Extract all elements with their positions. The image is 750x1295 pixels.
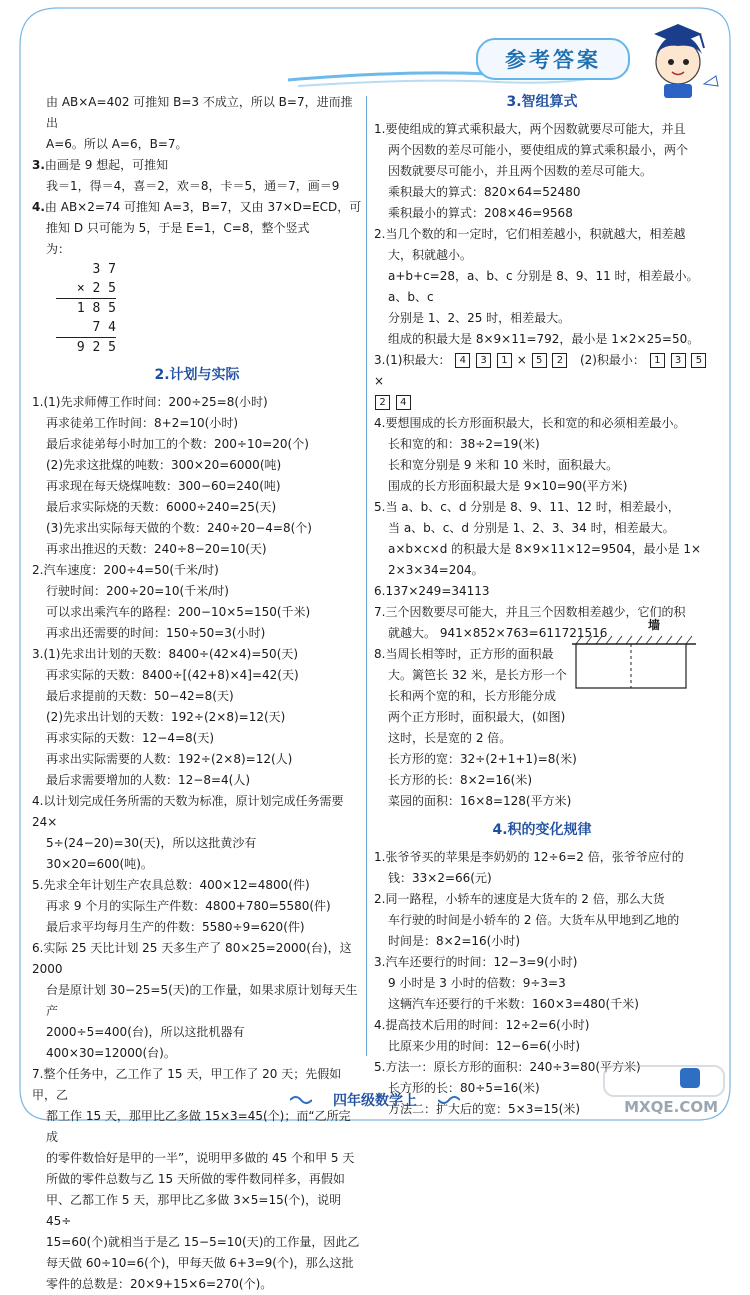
section-4-line: 比原来少用的时间：12−6=6(小时) [388,1039,581,1053]
q3-text: 由画是 9 想起，可推知 [44,158,169,172]
section-2-line: 1.(1)先求师傅工作时间：200÷25=8(小时) [32,395,268,409]
vertical-row: 7 4 [92,320,116,335]
section-3-line: 长和两个宽的和，长方形能分成 [388,689,557,703]
section-2-line: 再求 9 个月的实际生产件数：4800+780=5580(件) [46,899,331,913]
section-2-line: 2.汽车速度：200÷4=50(千米/时) [32,563,219,577]
vertical-row: 3 7 [92,262,116,277]
section-2-line: 2000÷5=400(台)，所以这批机器有 400×30=12000(台)。 [46,1025,245,1060]
section-3-line: 8.当周长相等时，正方形的面积最 [374,647,554,661]
section-2-line: 甲、乙都工作 5 天，那甲比乙多做 3×5=15(个)，说明 45÷ [46,1193,342,1228]
times-sign: × [374,374,385,388]
section-2-line: 的零件数恰好是甲的一半”，说明甲多做的 45 个和甲 5 天 [46,1151,355,1165]
section-3-line: 因数就要尽可能小，并且两个因数的差尽可能大。 [388,164,653,178]
section-3-line: 6.137×249=34113 [374,584,490,598]
times-sign: × [516,353,527,367]
section-2-line: 5÷(24−20)=30(天)，所以这批黄沙有 30×20=600(吨)。 [46,836,257,871]
s3-q3-mid: (2)积最小： [579,353,645,367]
section-4-line: 钱：33×2=66(元) [388,871,492,885]
mascot-student-icon [634,14,722,102]
vertical-row: 1 8 5 [76,301,116,316]
digit-box: 1 [497,353,512,368]
section-2-line: 最后求徒弟每小时加工的个数：200÷10=20(个) [46,437,309,451]
vertical-row: × 2 5 [76,281,116,296]
digit-box: 1 [650,353,665,368]
section-4-title: 4.积的变化规律 [492,822,592,838]
section-2-line: 行驶时间：200÷20=10(千米/时) [46,584,229,598]
section-4-line: 3.汽车还要行的时间：12−3=9(小时) [374,955,578,969]
watermark-text: MXQE.COM [624,1098,718,1116]
section-2-line: 零件的总数是：20×9+15×6=270(个)。 [46,1277,273,1291]
section-3-title: 3.智组算式 [506,94,578,110]
section-3-line: 乘积最小的算式：208×46=9568 [388,206,573,220]
fence-wall-diagram [570,632,700,692]
footer-label: 四年级数学上 [333,1093,417,1109]
section-3-line: 长和宽的和：38÷2=19(米) [388,437,540,451]
section-3-body-2 [374,413,710,812]
section-3-line: 就越大。 941×852×763=611721516 [388,626,608,640]
section-2-line: 最后求平均每月生产的件数：5580÷9=620(件) [46,920,305,934]
section-2-line: 可以求出乘汽车的路程：200−10×5=150(千米) [46,605,311,619]
section-3-line: 当 a、b、c、d 分别是 1、2、3、34 时，相差最大。 [388,521,675,535]
section-3-line: 1.要使组成的算式乘积最大，两个因数就要尽可能大，并且 [374,122,686,136]
section-3-line: 两个正方形时，面积最大，(如图) [388,710,566,724]
section-4-line: 这辆汽车还要行的千米数：160×3=480(千米) [388,997,639,1011]
section-3-line: 长和宽分别是 9 米和 10 米时，面积最大。 [388,458,619,472]
section-2-body [32,392,362,1295]
section-4-line: 2.同一路程，小轿车的速度是大货车的 2 倍，那么大货 [374,892,665,906]
section-3-line: a×b×c×d 的积最大是 8×9×11×12=9504，最小是 1× [388,542,702,556]
section-4-line: 4.提高技术后用的时间：12÷2=6(小时) [374,1018,590,1032]
section-3-line: a+b+c=28，a、b、c 分别是 8、9、11 时，相差最小。a、b、c [388,269,699,304]
section-2-line: 再求出推迟的天数：240÷8−20=10(天) [46,542,267,556]
digit-box: 2 [552,353,567,368]
section-2-line: 再求现在每天烧煤吨数：300−60=240(吨) [46,479,281,493]
section-3-line: 围成的长方形面积最大是 9×10=90(平方米) [388,479,628,493]
section-2-line: (2)先求这批煤的吨数：300×20=6000(吨) [46,458,282,472]
q4-text: 由 AB×2=74 可推知 A=3，B=7，又由 37×D=ECD，可 [44,200,362,214]
q3-number: 3. [32,158,45,172]
section-2-line: 台是原计划 30−25=5(天)的工作量，如果求原计划每天生产 [46,983,358,1018]
section-2-line: 15=60(个)就相当于是乙 15−5=10(天)的工作量，因此乙 [46,1235,360,1249]
digit-box: 5 [691,353,706,368]
digit-box: 3 [671,353,686,368]
q3-answer: 我＝1，得＝4，喜＝2，欢＝8，卡＝5，通＝7，画＝9 [46,179,340,193]
section-4-line: 方法二：扩大后的宽：5×3=15(米) [388,1102,581,1116]
section-2-line: 5.先求全年计划生产农具总数：400×12=4800(件) [32,878,310,892]
section-2-line: 3.(1)先求出计划的天数：8400÷(42×4)=50(天) [32,647,299,661]
section-2-line: 再求出还需要的时间：150÷50=3(小时) [46,626,266,640]
s3-q3-line-2 [374,392,710,413]
q4-line-3: 为： [46,242,71,256]
section-2-line: 都工作 15 天，那甲比乙多做 15×3=45(个)；而“乙所完成 [46,1109,351,1144]
left-column [32,92,362,1295]
section-3-body [374,119,710,350]
section-2-line: 最后求需要增加的人数：12−8=4(人) [46,773,251,787]
section-2-line: (3)先求出实际每天做的个数：240÷20−4=8(个) [46,521,312,535]
section-2-line: 再求实际的天数：12−4=8(天) [46,731,215,745]
section-3-line: 大。篱笆长 32 米，是长方形一个 [388,668,567,682]
section-2-line: (2)先求出计划的天数：192÷(2×8)=12(天) [46,710,286,724]
right-column [374,92,710,1120]
section-2-line: 每天做 60÷10=6(个)，甲每天做 6+3=9(个)，那么这批 [46,1256,354,1270]
wall-label: 墙 [648,618,661,632]
section-3-line: 4.要想围成的长方形面积最大，长和宽的和必须相差最小。 [374,416,686,430]
section-4-line: 车行驶的时间是小轿车的 2 倍。大货车从甲地到乙地的 [388,913,680,927]
s3-q3-prefix: 3.(1)积最大： [374,353,451,367]
vertical-row: 9 2 5 [76,340,116,355]
section-3-line: 大，积就越小。 [388,248,473,262]
digit-box: 4 [455,353,470,368]
answer-banner [476,38,630,80]
section-2-line: 6.实际 25 天比计划 25 天多生产了 80×25=2000(台)，这 2000 [32,941,352,976]
section-3-line: 长方形的宽：32÷(2+1+1)=8(米) [388,752,577,766]
section-4-line: 时间是：8×2=16(小时) [388,934,521,948]
section-3-line: 2×3×34=204。 [388,563,484,577]
section-3-line: 分别是 1、2、25 时，相差最大。 [388,311,571,325]
section-3-line: 这时，长是宽的 2 倍。 [388,731,512,745]
section-3-line: 组成的积最大是 8×9×11=792，最小是 1×2×25=50。 [388,332,700,346]
section-3-line: 7.三个因数要尽可能大，并且三个因数相差越少，它们的积 [374,605,686,619]
digit-box: 2 [375,395,390,410]
digit-box: 3 [476,353,491,368]
section-2-line: 4.以计划完成任务所需的天数为标准，原计划完成任务需要 24× [32,794,344,829]
q4-line-2: 推知 D 只可能为 5，于是 E=1，C=8，整个竖式 [46,221,310,235]
section-2-line: 7.整个任务中，乙工作了 15 天，甲工作了 20 天；先假如甲，乙 [32,1067,342,1102]
section-3-line: 乘积最大的算式：820×64=52480 [388,185,581,199]
s3-q3-line [374,350,710,392]
section-4-line: 9 小时是 3 小时的倍数：9÷3=3 [388,976,566,990]
intro-line-2: A=6。所以 A=6，B=7。 [46,137,188,151]
vertical-multiplication [32,260,362,357]
section-2-line: 再求实际的天数：8400÷[(42+8)×4]=42(天) [46,668,299,682]
section-4-line: 5.方法一：原长方形的面积：240÷3=80(平方米) [374,1060,641,1074]
column-divider [366,96,367,1056]
digit-box: 5 [532,353,547,368]
q4-number: 4. [32,200,45,214]
section-3-line: 2.当几个数的和一定时，它们相差越小，积就越大，相差越 [374,227,686,241]
intro-line-1: 由 AB×A=402 可推知 B=3 不成立，所以 B=7，进而推出 [46,95,353,130]
section-2-line: 再求徒弟工作时间：8+2=10(小时) [46,416,239,430]
section-2-line: 所做的零件总数与乙 15 天所做的零件数同样多，再假如 [46,1172,345,1186]
section-2-line: 再求出实际需要的人数：192÷(2×8)=12(人) [46,752,293,766]
section-2-line: 最后求实际烧的天数：6000÷240=25(天) [46,500,277,514]
footer-right-ornament-icon [438,1094,460,1106]
section-4-line: 1.张爷爷买的苹果是李奶奶的 12÷6=2 倍，张爷爷应付的 [374,850,684,864]
section-3-line: 菜园的面积：16×8=128(平方米) [388,794,572,808]
section-3-line: 两个因数的差尽可能小，要使组成的算式乘积最小，两个 [388,143,689,157]
section-3-line: 5.当 a、b、c、d 分别是 8、9、11、12 时，相差最小， [374,500,680,514]
banner-text: 参考答案 [505,48,601,72]
digit-box: 4 [396,395,411,410]
section-2-line: 最后求提前的天数：50−42=8(天) [46,689,234,703]
section-2-title: 2.计划与实际 [154,367,240,383]
section-4-line: 长方形的长：80÷5=16(米) [388,1081,540,1095]
section-3-line: 长方形的长：8×2=16(米) [388,773,533,787]
